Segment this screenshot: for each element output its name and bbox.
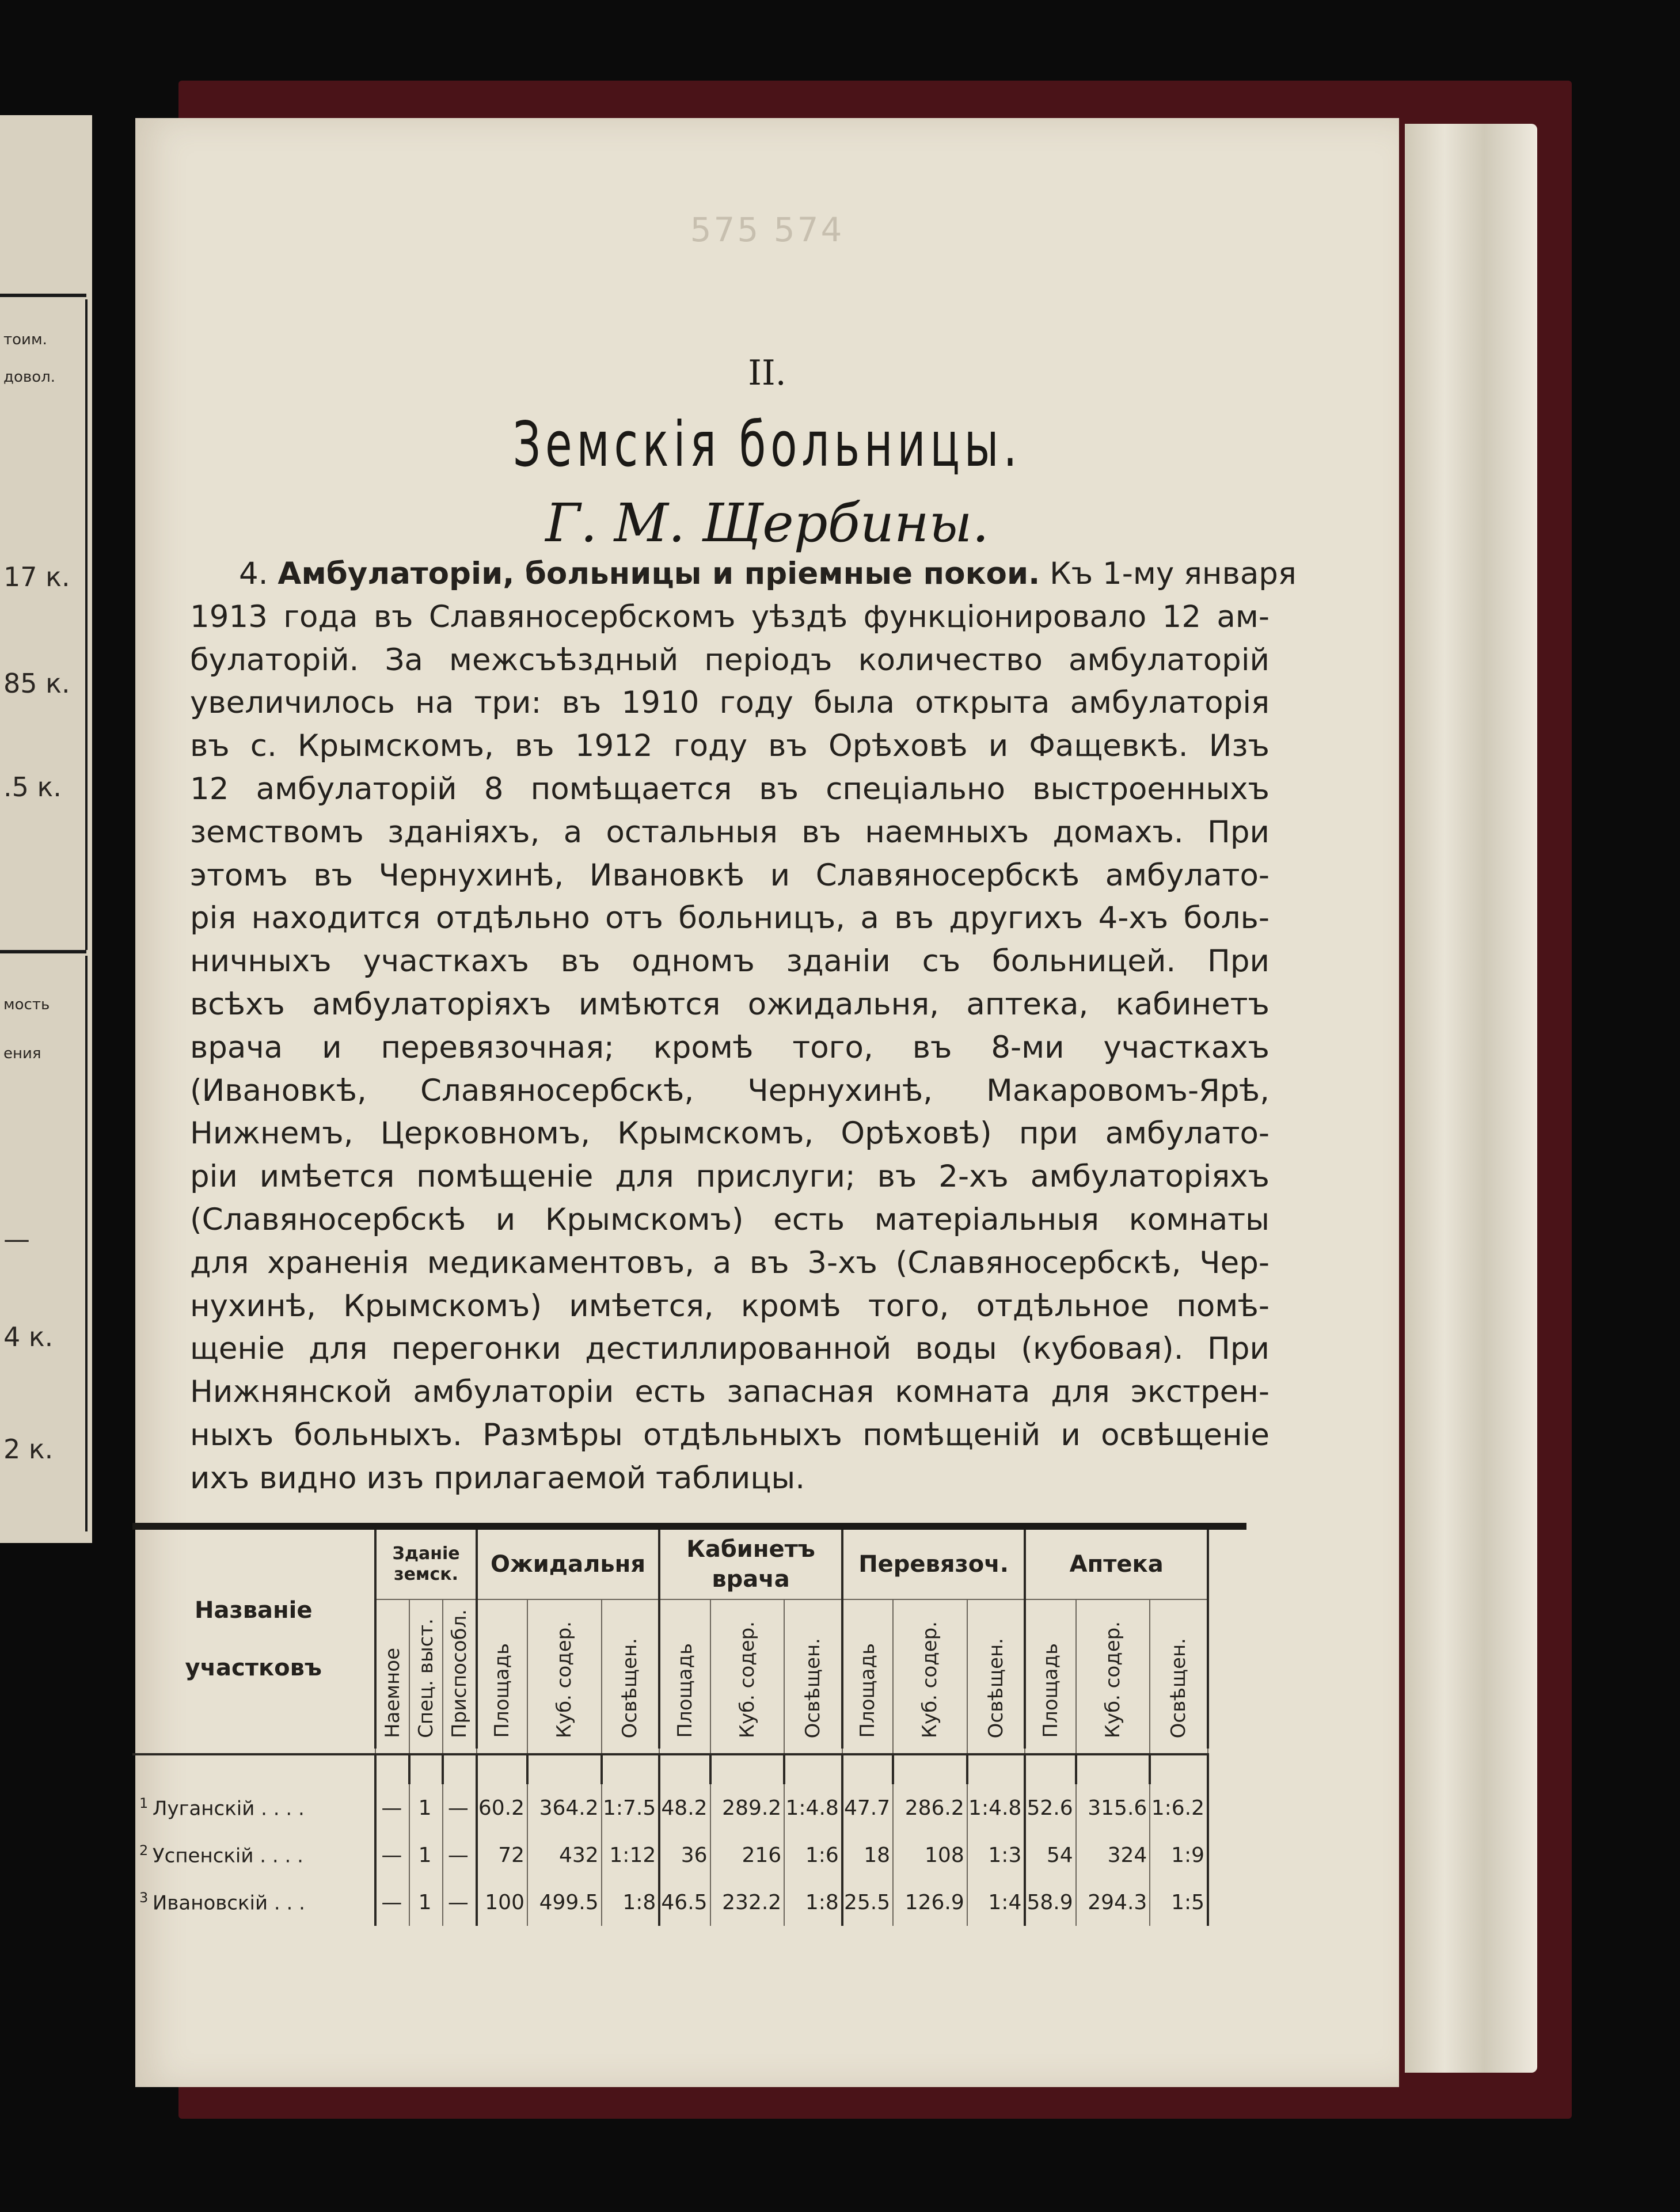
text-line: для храненія медикаментовъ, а въ 3-хъ (Славяносербскѣ, Чер-: [190, 1245, 1269, 1280]
column-subheader-label: Площадь: [856, 1643, 880, 1738]
column-subheader: [659, 1599, 710, 1749]
table-cell: 1:7.5: [602, 1784, 660, 1831]
table-cell: 72: [477, 1831, 527, 1879]
table-cell: 1: [409, 1831, 443, 1879]
table-cell: 108: [893, 1831, 967, 1879]
column-subheader-label: Освѣщен.: [618, 1637, 642, 1738]
text-line: 12 амбулаторій 8 помѣщается въ спеціально выстроенныхъ: [190, 771, 1269, 807]
text-line: (Ивановкѣ, Славяносербскѣ, Чернухинѣ, Макаровомъ-Ярѣ,: [190, 1073, 1269, 1108]
column-subheader: [893, 1599, 967, 1749]
table-cell: 1:3: [967, 1831, 1025, 1879]
left-page-text: .5 к.: [3, 771, 62, 803]
column-subheader: [967, 1599, 1025, 1749]
header-rule-cell: [710, 1749, 785, 1754]
header-rule-cell: [893, 1749, 967, 1754]
row-name: $^3$ Ивановскій . . .: [132, 1879, 375, 1926]
table-cell: 1:4.8: [967, 1784, 1025, 1831]
table-cell: 60.2: [477, 1784, 527, 1831]
table-cell: 48.2: [659, 1784, 710, 1831]
table-cell: —: [443, 1784, 477, 1831]
table-row: [132, 1784, 1208, 1831]
header-rule-cell: [1150, 1749, 1208, 1754]
header-rule-cell: [842, 1749, 893, 1754]
left-page-text: тоим.: [3, 331, 47, 348]
left-page-text: ения: [3, 1045, 41, 1062]
column-subheader-label: Куб. содер.: [918, 1621, 942, 1738]
table-cell: 364.2: [527, 1784, 602, 1831]
text-line: рія находится отдѣльно отъ больницъ, а въ другихъ 4-хъ боль-: [190, 900, 1269, 936]
column-group-header: Кабинетъ врача: [659, 1530, 842, 1599]
column-subheader: [842, 1599, 893, 1749]
column-subheader: [409, 1599, 443, 1749]
spacer-cell: [1150, 1754, 1208, 1784]
header-rule-cell: [443, 1749, 477, 1754]
column-subheader-label: Освѣщен.: [984, 1637, 1008, 1738]
table-cell: 289.2: [710, 1784, 785, 1831]
table-cell: 315.6: [1076, 1784, 1150, 1831]
left-page-vline: [85, 299, 88, 950]
column-subheader: [710, 1599, 785, 1749]
table-cell: 1:4.8: [784, 1784, 842, 1831]
table-row: [132, 1831, 1208, 1879]
text-line: ихъ видно изъ прилагаемой таблицы.: [190, 1460, 805, 1496]
spacer-cell: [132, 1754, 375, 1784]
table-cell: 1:12: [602, 1831, 660, 1879]
table-cell: 286.2: [893, 1784, 967, 1831]
table-cell: 1:5: [1150, 1879, 1208, 1926]
text-line: этомъ въ Чернухинѣ, Ивановкѣ и Славяносербскѣ амбулато-: [190, 857, 1269, 893]
text-line: Нижнянской амбулаторіи есть запасная комната для экстрен-: [190, 1374, 1269, 1410]
table-cell: 1:8: [602, 1879, 660, 1926]
text-line: врача и перевязочная; кромѣ того, въ 8-ми участкахъ: [190, 1029, 1269, 1065]
ambulatory-table: [132, 1523, 1267, 1926]
lead-heading: Амбулаторіи, больницы и пріемные покои.: [278, 556, 1040, 591]
spacer-cell: [659, 1754, 710, 1784]
author-name: Г. М. Щербины.: [545, 492, 989, 554]
header-rule-cell: [784, 1749, 842, 1754]
column-subheader-label: Наемное: [381, 1648, 405, 1738]
column-subheader-label: Площадь: [673, 1643, 697, 1738]
name-header-line: участковъ: [185, 1655, 322, 1681]
table-cell: 432: [527, 1831, 602, 1879]
spacer-cell: [842, 1754, 893, 1784]
header-rule-cell: [1025, 1749, 1075, 1754]
table-cell: 46.5: [659, 1879, 710, 1926]
table-cell: 1:4: [967, 1879, 1025, 1926]
table-cell: —: [375, 1784, 409, 1831]
column-subheader: [443, 1599, 477, 1749]
page-number: 575 574: [690, 210, 845, 249]
text-line: 1913 года въ Славяносербскомъ уѣздѣ функціонировало 12 ам-: [190, 599, 1269, 634]
table-cell: 294.3: [1076, 1879, 1150, 1926]
spacer-cell: [477, 1754, 527, 1784]
spacer-cell: [375, 1754, 409, 1784]
column-subheader: [527, 1599, 602, 1749]
column-subheader-label: Куб. содер.: [553, 1621, 576, 1738]
left-page-text: мость: [3, 996, 50, 1013]
text-line: (Славяносербскѣ и Крымскомъ) есть матеріальныя комнаты: [190, 1202, 1269, 1237]
row-number: 2: [139, 1842, 153, 1859]
spacer-cell: [1076, 1754, 1150, 1784]
row-name: $^2$ Успенскій . . . .: [132, 1831, 375, 1879]
header-rule-cell: [132, 1749, 375, 1754]
table-row: [132, 1879, 1208, 1926]
header-rule-cell: [375, 1749, 409, 1754]
row-number: 1: [139, 1795, 153, 1812]
column-group-header: Перевязоч.: [842, 1530, 1025, 1599]
left-page-text: —: [3, 1223, 30, 1255]
text-line: ріи имѣется помѣщеніе для прислуги; въ 2-хъ амбулаторіяхъ: [190, 1159, 1269, 1195]
left-page-rule: [0, 950, 86, 953]
column-subheader-label: Площадь: [491, 1643, 514, 1738]
table-cell: —: [375, 1879, 409, 1926]
text-line: земствомъ зданіяхъ, а остальныя въ наемныхъ домахъ. При: [190, 814, 1269, 850]
text-line: всѣхъ амбулаторіяхъ имѣются ожидальня, аптека, кабинетъ: [190, 986, 1269, 1022]
table-cell: 58.9: [1025, 1879, 1075, 1926]
column-subheader-label: Куб. содер.: [735, 1621, 759, 1738]
left-page-fragment: [0, 115, 92, 1543]
column-subheader: [477, 1599, 527, 1749]
text-line: Нижнемъ, Церковномъ, Крымскомъ, Орѣховѣ) при амбулато-: [190, 1116, 1269, 1151]
spacer-cell: [409, 1754, 443, 1784]
book-page: [135, 118, 1399, 2087]
text-line: увеличилось на три: въ 1910 году была открыта амбулаторія: [190, 685, 1269, 721]
text-line: ныхъ больныхъ. Размѣры отдѣльныхъ помѣщеній и освѣщеніе: [190, 1417, 1269, 1453]
row-number: 3: [139, 1890, 153, 1906]
table-cell: 100: [477, 1879, 527, 1926]
spacer-cell: [967, 1754, 1025, 1784]
column-subheader: [1025, 1599, 1075, 1749]
column-group-header: Зданіе земск.: [375, 1530, 476, 1599]
table-cell: 1:6.2: [1150, 1784, 1208, 1831]
column-subheader: [1076, 1599, 1150, 1749]
left-page-text: 17 к.: [3, 561, 70, 592]
header-rule-cell: [477, 1749, 527, 1754]
table-cell: 216: [710, 1831, 785, 1879]
column-subheader: [784, 1599, 842, 1749]
data-table: [132, 1530, 1209, 1926]
text-line: булаторій. За межсъѣздный періодъ количество амбулаторій: [190, 642, 1269, 678]
page-block-edge: [1405, 124, 1537, 2073]
left-page-text: 2 к.: [3, 1434, 54, 1465]
header-rule-cell: [602, 1749, 660, 1754]
table-cell: 499.5: [527, 1879, 602, 1926]
spacer-cell: [710, 1754, 785, 1784]
header-rule-cell: [527, 1749, 602, 1754]
table-cell: 25.5: [842, 1879, 893, 1926]
spacer-cell: [784, 1754, 842, 1784]
column-group-header: Ожидальня: [477, 1530, 660, 1599]
column-subheader-label: Освѣщен.: [801, 1637, 824, 1738]
section-number: II.: [748, 353, 786, 393]
table-cell: 47.7: [842, 1784, 893, 1831]
text-line: въ с. Крымскомъ, въ 1912 году въ Орѣховѣ и Фащевкѣ. Изъ: [190, 728, 1269, 764]
table-cell: 18: [842, 1831, 893, 1879]
column-subheader: [602, 1599, 660, 1749]
table-cell: 1:8: [784, 1879, 842, 1926]
column-subheader: [375, 1599, 409, 1749]
chapter-title: Земскія больницы.: [512, 409, 1022, 481]
table-cell: 126.9: [893, 1879, 967, 1926]
table-cell: 36: [659, 1831, 710, 1879]
text-line: 4. Амбулаторіи, больницы и пріемные покои. Къ 1-му января: [239, 556, 1297, 591]
spacer-cell: [602, 1754, 660, 1784]
table-cell: 52.6: [1025, 1784, 1075, 1831]
header-rule-cell: [409, 1749, 443, 1754]
table-cell: 232.2: [710, 1879, 785, 1926]
spacer-cell: [1025, 1754, 1075, 1784]
column-subheader: [1150, 1599, 1208, 1749]
name-header-line: Названіе: [194, 1597, 313, 1624]
body-paragraph: [190, 553, 1297, 1500]
column-subheader-label: Освѣщен.: [1167, 1637, 1191, 1738]
row-name: $^1$ Луганскій . . . .: [132, 1784, 375, 1831]
left-page-text: 4 к.: [3, 1321, 54, 1352]
table-cell: 1: [409, 1784, 443, 1831]
column-subheader-label: Площадь: [1039, 1643, 1062, 1738]
table-cell: —: [443, 1879, 477, 1926]
table-top-rule: [132, 1523, 1246, 1530]
spacer-cell: [443, 1754, 477, 1784]
spacer-cell: [527, 1754, 602, 1784]
table-cell: —: [443, 1831, 477, 1879]
table-cell: 1:6: [784, 1831, 842, 1879]
column-subheader-label: Приспособл.: [447, 1609, 471, 1738]
text-line: нухинѣ, Крымскомъ) имѣется, кромѣ того, отдѣльное помѣ-: [190, 1288, 1269, 1324]
table-cell: 324: [1076, 1831, 1150, 1879]
left-page-vline: [85, 956, 88, 1531]
header-rule-cell: [1076, 1749, 1150, 1754]
left-page-text: 85 к.: [3, 668, 70, 699]
column-group-header: Аптека: [1025, 1530, 1208, 1599]
table-cell: 1:9: [1150, 1831, 1208, 1879]
spacer-cell: [893, 1754, 967, 1784]
table-cell: —: [375, 1831, 409, 1879]
table-cell: 54: [1025, 1831, 1075, 1879]
column-header-name: [132, 1530, 375, 1749]
header-rule-cell: [967, 1749, 1025, 1754]
table-cell: 1: [409, 1879, 443, 1926]
text-line: ничныхъ участкахъ въ одномъ зданіи съ больницей. При: [190, 944, 1269, 979]
column-subheader-label: Куб. содер.: [1101, 1621, 1124, 1738]
header-rule-cell: [659, 1749, 710, 1754]
column-subheader-label: Спец. выст.: [415, 1618, 438, 1738]
text-line: щеніе для перегонки дестиллированной воды (кубовая). При: [190, 1331, 1269, 1367]
left-page-text: довол.: [3, 368, 55, 386]
left-page-rule: [0, 294, 86, 297]
